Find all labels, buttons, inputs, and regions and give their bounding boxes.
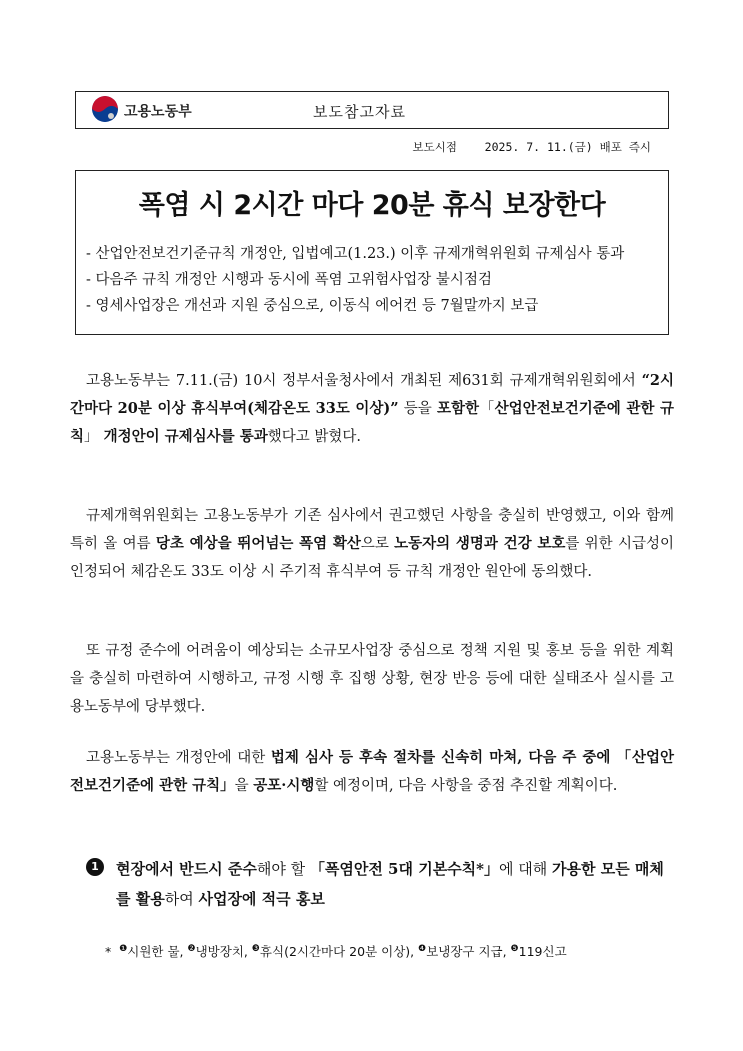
bullet-bold: 사업장에 적극 홍보 <box>198 890 325 908</box>
footnote-number: ❸ <box>251 943 260 954</box>
footnote-item: 119신고 <box>518 944 567 959</box>
government-logo-icon <box>92 96 118 122</box>
p4-text: 고용노동부는 개정안에 대한 <box>86 750 271 766</box>
subpoint-item: - 산업안전보건기준규칙 개정안, 입법예고(1.23.) 이후 규제개혁위원회 규제심사 통과 <box>86 246 625 262</box>
subpoint-item: - 영세사업장은 개선과 지원 중심으로, 이동식 에어컨 등 7월말까지 보급 <box>86 298 539 314</box>
p1-text: 했다고 밝혔다. <box>267 429 362 445</box>
page-title: 폭염 시 2시간 마다 20분 휴식 보장한다 <box>138 190 606 221</box>
p2-bold: 당초 예상을 뛰어넘는 폭염 확산 <box>155 535 361 552</box>
p1-quote: “2시간마다 20분 이상 휴식부여(체감온도 33도 이상)” <box>70 372 674 417</box>
bullet-plain: 해야 할 <box>256 860 310 878</box>
bullet-rule: 「폭염안전 5대 기본수칙*」 <box>309 860 500 878</box>
footnote-number: ❷ <box>187 943 196 954</box>
footnote-item: 휴식(2시간마다 20분 이상), <box>259 944 419 959</box>
release-value: 2025. 7. 11.(금) 배포 즉시 <box>484 140 651 154</box>
paragraph-4 <box>70 744 674 800</box>
doc-type-label: 보도참고자료 <box>313 103 406 121</box>
footnote-number: ❺ <box>510 943 519 954</box>
p1-bracket: 「 <box>479 401 495 417</box>
bullet-bold: 가용한 모든 매체를 활용 <box>116 860 664 908</box>
p3-text: 또 규정 준수에 어려움이 예상되는 소규모사업장 중심으로 정책 지원 및 홍보 등을 위한 계획을 충실히 마련하여 시행하고, 규정 시행 후 집행 상황, 현장 반응 등에 대한 실태조사 실시를 고용노동부에 당부했다. <box>70 643 674 715</box>
bullet-plain: 에 대해 <box>499 860 553 878</box>
p4-text: 을 <box>234 778 254 794</box>
p4-text: 할 예정이며, 다음 사항을 중점 추진할 계획이다. <box>314 778 618 794</box>
p1-bracket: 」 <box>84 429 99 445</box>
footnote-item: 냉방장치, <box>195 944 252 959</box>
bullet-bold: 현장에서 반드시 준수 <box>116 860 257 878</box>
bullet-item <box>86 854 676 914</box>
header-box <box>75 91 669 129</box>
p1-rule-name: 산업안전보건기준에 관한 규칙 <box>70 400 674 445</box>
bullet-plain: 하여 <box>164 890 199 908</box>
release-label: 보도시점 <box>412 140 457 154</box>
p4-bold: 법제 심사 등 후속 절차를 신속히 마쳐, 다음 주 중에 「산업안전보건기준에 관한 규칙」 <box>70 749 674 794</box>
p2-bold: 노동자의 생명과 건강 보호 <box>394 535 566 552</box>
title-box <box>75 170 669 335</box>
bullet-number-icon: 1 <box>86 858 104 876</box>
p1-bold: 개정안이 규제심사를 통과 <box>98 428 268 445</box>
paragraph-3 <box>70 637 674 721</box>
footnote-item: 보냉장구 지급, <box>426 944 511 959</box>
paragraph-2 <box>70 502 674 586</box>
p2-text: 규제개혁위원회는 고용노동부가 기존 심사에서 권고했던 사항을 충실히 반영했고, 이와 함께 특히 올 여름 <box>70 508 674 552</box>
release-info <box>413 139 651 155</box>
bullet-text <box>116 854 676 914</box>
p2-text: 으로 <box>360 536 395 552</box>
p1-text: 고용노동부는 7.11.(금) 10시 정부서울청사에서 개최된 제631회 규제개혁위원회에서 <box>86 373 642 389</box>
footnote-star: * <box>105 944 112 959</box>
footnote-item: 시원한 물, <box>127 944 188 959</box>
p2-text: 를 위한 시급성이 인정되어 체감온도 33도 이상 시 주기적 휴식부여 등 규칙 개정안 원안에 동의했다. <box>70 536 674 580</box>
org-name: 고용노동부 <box>124 104 192 120</box>
subpoint-item: - 다음주 규칙 개정안 시행과 동시에 폭염 고위험사업장 불시점검 <box>86 272 492 288</box>
footnote-number: ❶ <box>119 943 128 954</box>
subpoint-list <box>86 241 666 319</box>
paragraph-1 <box>70 367 674 451</box>
p1-text: 등을 <box>398 401 437 417</box>
p4-bold: 공포·시행 <box>253 777 315 794</box>
footnote <box>105 942 567 960</box>
footnote-number: ❹ <box>418 943 427 954</box>
p1-bold: 포함한 <box>437 400 480 417</box>
